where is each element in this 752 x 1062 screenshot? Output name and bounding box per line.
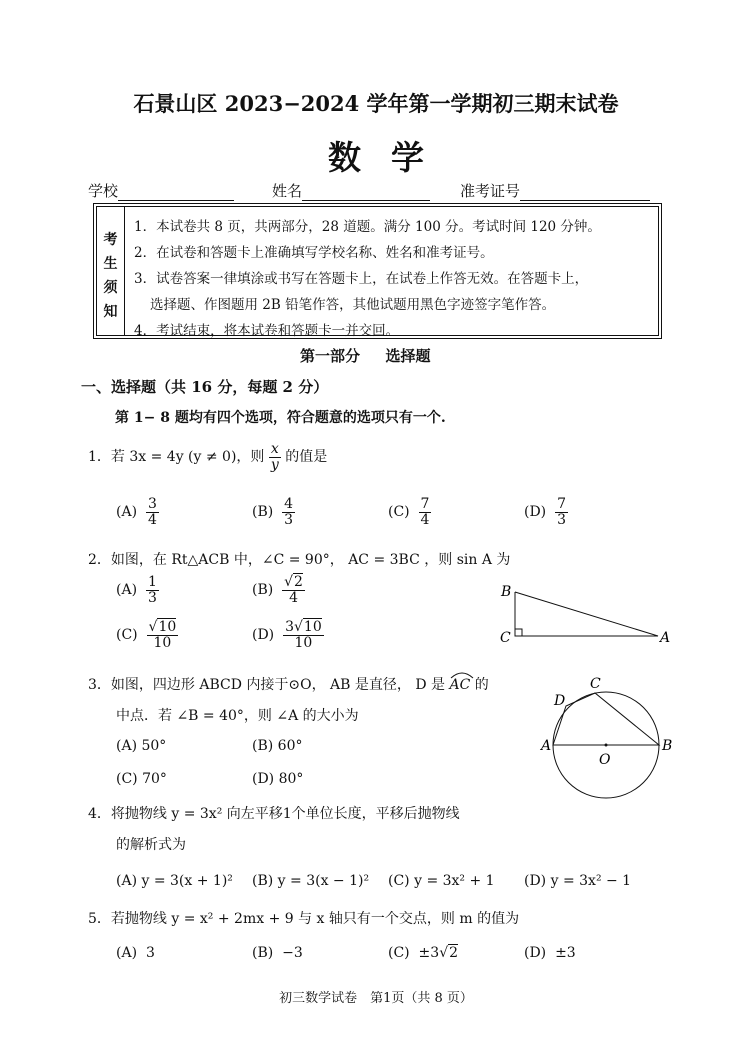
notice-item: 4．考试结束，将本试卷和答题卡一并交回。: [134, 323, 400, 339]
school-blank: [118, 184, 234, 201]
section-instruction: 第 1− 8 题均有四个选项，符合题意的选项只有一个.: [115, 410, 446, 426]
q5-option-c[interactable]: (C) ±3√2: [388, 945, 459, 961]
center-point: [605, 744, 608, 747]
triangle-figure: [495, 580, 675, 650]
exam-id-field: [460, 180, 650, 201]
q3-option-d[interactable]: (D) 80°: [252, 771, 304, 787]
name-field: [272, 180, 430, 201]
school-label: 学校: [88, 182, 119, 200]
q5-option-d[interactable]: (D) ±3: [524, 945, 576, 961]
right-angle-mark: [515, 629, 522, 636]
fraction-x-over-y: $\frac{x}{y}$: [270, 441, 279, 473]
q2-option-c[interactable]: (C) $\frac{√10}{10}$: [116, 619, 177, 651]
q4-option-a[interactable]: (A) y = 3(x + 1)²: [116, 873, 233, 889]
arc-ac: AC: [450, 677, 471, 693]
exam-id-label: 准考证号: [460, 182, 521, 200]
question-1-stem: 1．若 3x = 4y (y ≠ 0)，则 $\frac{x}{y}$ 的值是: [88, 441, 328, 473]
quadrilateral-abcd: [553, 693, 659, 745]
question-3-stem: 3．如图，四边形 ABCD 内接于⊙O， AB 是直径， D 是 AC 的: [88, 674, 489, 694]
q1-option-a[interactable]: (A) $\frac{3}{4}$: [116, 496, 157, 528]
question-3-stem-cont: 中点．若 ∠B = 40°，则 ∠A 的大小为: [116, 708, 359, 724]
question-4-stem: 4．将抛物线 y = 3x² 向左平移1个单位长度，平移后抛物线: [88, 806, 460, 822]
name-blank: [302, 184, 430, 201]
notice-box: [93, 203, 662, 339]
q3-option-b[interactable]: (B) 60°: [252, 738, 303, 754]
q1-option-c[interactable]: (C) $\frac{7}{4}$: [388, 496, 430, 528]
q4-option-d[interactable]: (D) y = 3x² − 1: [524, 873, 632, 889]
exam-title: 石景山区 2023−2024 学年第一学期初三期末试卷: [133, 91, 619, 116]
exam-id-blank: [520, 184, 650, 201]
question-5-stem: 5．若抛物线 y = x² + 2mx + 9 与 x 轴只有一个交点，则 m 的值为: [88, 911, 520, 927]
q5-option-a[interactable]: (A) 3: [116, 945, 155, 961]
vertex-label-c: C: [500, 630, 511, 646]
point-label-a: A: [541, 738, 552, 754]
notice-item: 3．试卷答案一律填涂或书写在答题卡上，在试卷上作答无效。在答题卡上，: [134, 271, 589, 287]
q4-option-b[interactable]: (B) y = 3(x − 1)²: [252, 873, 370, 889]
vertex-label-b: B: [501, 584, 512, 600]
q5-option-b[interactable]: (B) −3: [252, 945, 303, 961]
name-label: 姓名: [272, 182, 303, 200]
question-2-stem: 2．如图，在 Rt△ACB 中，∠C = 90°， AC = 3BC ，则 sin A 为: [88, 552, 511, 568]
q4-option-c[interactable]: (C) y = 3x² + 1: [388, 873, 495, 889]
point-label-o: O: [599, 752, 611, 768]
school-field: [88, 180, 234, 201]
point-label-d: D: [554, 693, 566, 709]
notice-item: 选择题、作图题用 2B 铅笔作答，其他试题用黑色字迹签字笔作答。: [150, 297, 556, 313]
part-heading: 第一部分 选择题: [300, 347, 431, 365]
q2-option-b[interactable]: (B) $\frac{√2}{4}$: [252, 574, 303, 606]
notice-item: 2．在试卷和答题卡上准确填写学校名称、姓名和准考证号。: [134, 245, 494, 261]
q1-option-d[interactable]: (D) $\frac{7}{3}$: [524, 496, 566, 528]
circle-figure: [535, 672, 685, 800]
q2-option-d[interactable]: (D) $\frac{3√10}{10}$: [252, 619, 322, 651]
notice-item: 1．本试卷共 8 页，共两部分，28 道题。满分 100 分。考试时间 120 分钟。: [134, 219, 601, 235]
vertex-label-a: A: [660, 630, 671, 646]
point-label-c: C: [590, 676, 601, 692]
q3-option-c[interactable]: (C) 70°: [116, 771, 167, 787]
page-footer: 初三数学试卷 第1页（共 8 页）: [279, 991, 473, 1006]
section-heading: 一、选择题（共 16 分，每题 2 分）: [81, 378, 329, 396]
subject-title: 数学: [328, 138, 454, 177]
triangle-acb: [515, 592, 658, 636]
q3-option-a[interactable]: (A) 50°: [116, 738, 167, 754]
notice-side-label: 考 生 须 知: [97, 207, 125, 335]
question-4-stem-cont: 的解析式为: [116, 837, 186, 853]
point-label-b: B: [662, 738, 673, 754]
q2-option-a[interactable]: (A) $\frac{1}{3}$: [116, 574, 157, 606]
q1-option-b[interactable]: (B) $\frac{4}{3}$: [252, 496, 294, 528]
